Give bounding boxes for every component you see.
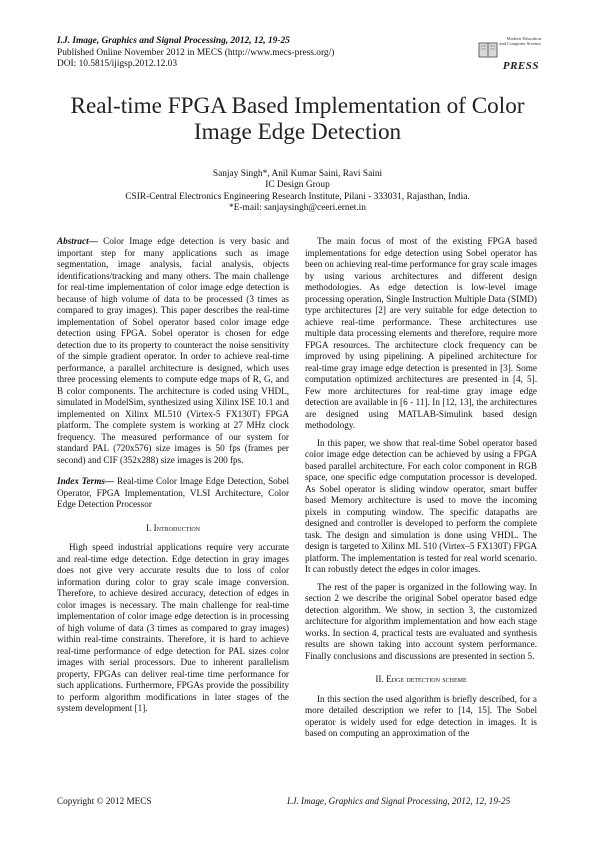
author-group: IC Design Group	[265, 180, 330, 191]
footer-copyright: Copyright © 2012 MECS	[57, 796, 152, 806]
index-terms-text: Real-time Color Image Edge Detection, Sobel Operator, FPGA Implementation, VLSI Architecture, Color Edge Detection Processor	[57, 476, 289, 509]
right-column	[305, 236, 537, 746]
author-email: *E-mail: sanjaysingh@ceeri.ernet.in	[229, 203, 366, 214]
section-1-title: Introduction	[153, 522, 201, 533]
logo-word: PRESS	[502, 60, 539, 72]
published-line: Published Online November 2012 in MECS (http://www.mecs-press.org/)	[57, 47, 335, 58]
left-column	[57, 236, 289, 721]
author-affiliation: CSIR-Central Electronics Engineering Research Institute, Pilani - 333031, Rajasthan, India.	[125, 191, 470, 202]
paper-title	[40, 93, 555, 145]
abstract	[57, 236, 289, 466]
author-block	[40, 169, 555, 215]
doi-line: DOI: 10.5815/ijigsp.2012.12.03	[57, 59, 178, 70]
footer-journal: I.J. Image, Graphics and Signal Processing, 2012, 12, 19-25	[287, 796, 511, 806]
title-line-2: Image Edge Detection	[193, 119, 402, 145]
abstract-text: Color Image edge detection is very basic and important step for many applications such as image segmentation, image analysis, facial analysis, objects identifications/tracking and many others. The main challenge for real-time implementation of color image edge detection is because of high volume of data to be processed (3 times as compared to gray images). This paper describes the real-time implementation of Sobel operator based color image edge detection using FPGA. Sobel operator is chosen for edge detection due to its property to counteract the noise sensitivity of the simple gradient operator. In order to achieve real-time performance, a parallel architecture is designed, which uses three processing elements to compute edge maps of R, G, and B color components. The architecture is coded using VHDL, simulated in ModelSim, synthesized using Xilinx ISE 10.1 and implemented on Xilinx ML510 (Virtex-5 FX130T) FPGA platform. The complete system is working at 27 MHz clock frequency. The measured performance of our system for standard PAL (720x576) size images is 50 fps (frames per second) and CIF (352x288) size images is 200 fps.	[57, 236, 290, 465]
paragraph: The rest of the paper is organized in the following way. In section 2 we describe the original Sobel operator based edge detection algorithm. We show, in section 3, the customized architecture for algorithm implementation and how each stage works. In section 4, practical tests are evaluated and synthesis results are shown taking into account system performance. Finally conclusions and discussions are presented in section 5.	[305, 581, 537, 661]
paragraph: In this paper, we show that real-time Sobel operator based color image edge detection can be achieved by using a FPGA based parallel architecture. For each color component in RGB space, one specific edge computation processor is developed. As Sobel operator is sliding window operator, smart buffer based Memory architecture is used to move the incoming pixels in computing window. The specific datapaths are designed and controller is developed to perform the complete task. The design and simulation is done using VHDL. The design is targeted to Xilinx ML 510 (Virtex–5 FX130T) FPGA platform. The implementation is tested for real world scenario. It can robustly detect the edges in color images.	[305, 437, 537, 574]
publisher-logo	[473, 34, 543, 72]
title-line-1: Real-time FPGA Based Implementation of Color	[70, 93, 525, 119]
section-2-title: Edge detection scheme	[386, 674, 467, 684]
abstract-label: Abstract—	[57, 236, 98, 246]
section-heading-1	[57, 523, 289, 535]
paragraph: In this section the used algorithm is briefly described, for a more detailed description we refer to [14, 15]. The Sobel operator is widely used for edge detection in images. It is based on computing an approximation of the	[305, 693, 537, 738]
journal-line: I.J. Image, Graphics and Signal Processing, 2012, 12, 19-25	[57, 36, 290, 46]
book-icon	[477, 38, 499, 60]
logo-line-2: and Computer Science	[499, 41, 541, 47]
author-names: Sanjay Singh*, Anil Kumar Saini, Ravi Saini	[212, 169, 383, 179]
section-2-number: II.	[375, 674, 384, 684]
index-terms-label: Index Terms—	[57, 476, 115, 486]
logo-line-1: Modern Education	[506, 36, 541, 41]
paragraph: The main focus of most of the existing FPGA based implementations for edge detection using Sobel operator has been on achieving real-time performance for gray scale images by using various architectures and different design methodologies. As edge detection is low-level image processing operation, Single Instruction Multiple Data (SIMD) type architectures [2] are very suitable for edge detection to achieve real-time performance. These architectures use multiple data processing elements and therefore, require more FPGA resources. The architecture clock frequency can be improved by using pipelining. A pipelined architecture for real-time gray image edge detection is presented in [3]. Some computation optimized architectures are presented in [4, 5]. Few more architectures for real-time gray image edge detection are available in [6 - 11]. In [12, 13], the architectures are designed using MATLAB-Simulink based design methodology.	[305, 236, 537, 430]
section-heading-2	[305, 674, 537, 686]
page-header	[57, 36, 334, 71]
index-terms	[57, 476, 289, 511]
paragraph: High speed industrial applications require very accurate and real-time edge detection. Edge detection in gray images does not give very accurate results due to loss of color information during color to gray scale image conversion. Therefore, to achieve desired accuracy, detection of edges in color images is necessary. The main challenge for real-time implementation of color image edge detection is in processing of high volume of data (3 times as compared to gray images) within real-time constraints. Therefore, it is hard to achieve real-time performance of edge detection for PAL sizes color images with serial processors. Due to inherent parallelism property, FPGAs can deliver real-time time performance for such applications. Furthermore, FPGAs provide the possibility to perform algorithm modifications in later stages of the system development [1].	[57, 542, 289, 713]
section-1-number: I.	[145, 522, 152, 533]
